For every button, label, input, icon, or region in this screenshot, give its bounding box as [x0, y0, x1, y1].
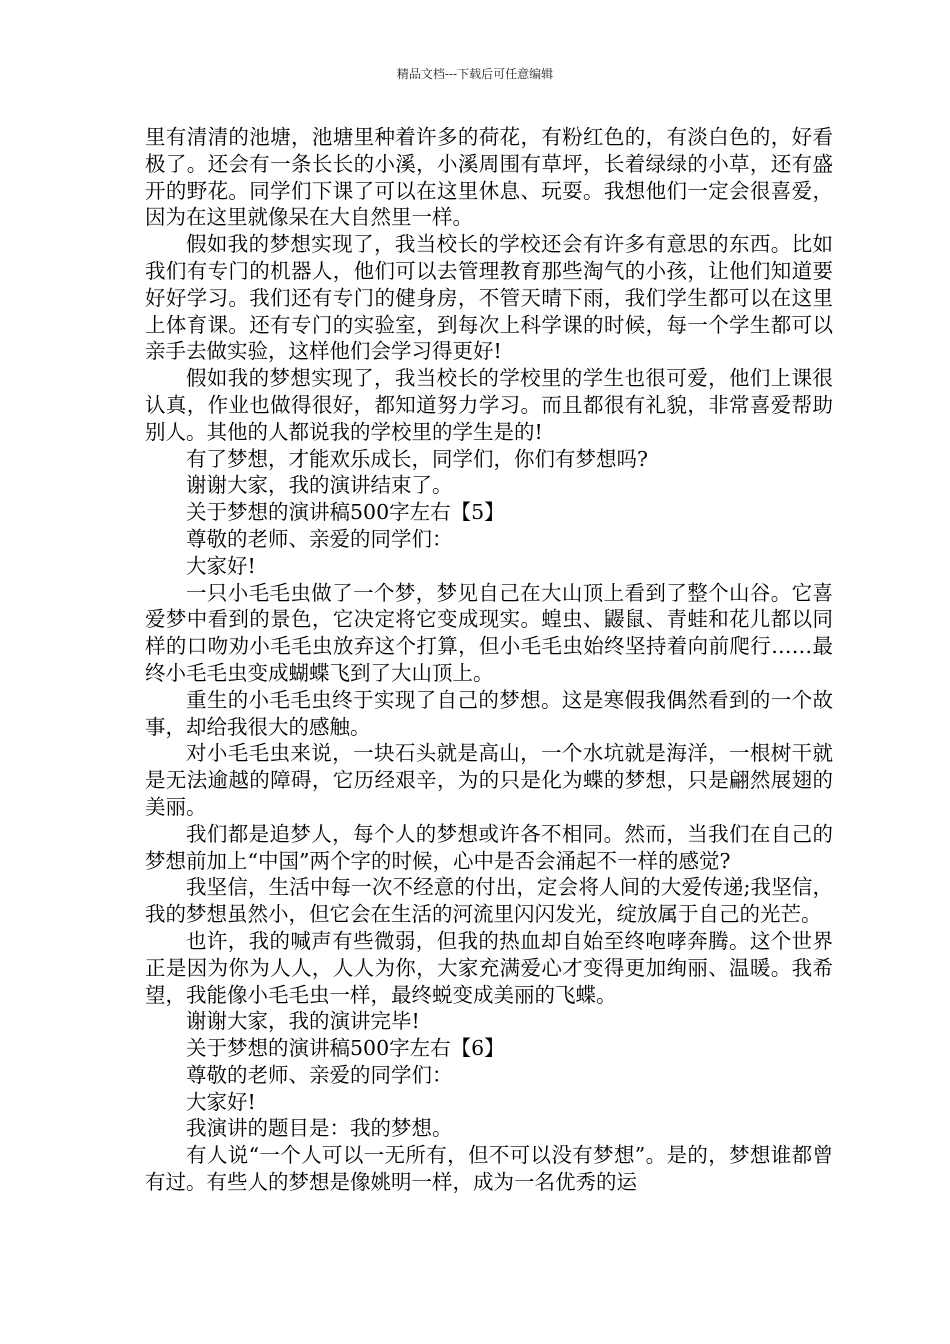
- paragraph: 有人说“一个人可以一无所有，但不可以没有梦想”。是的，梦想谁都曾有过。有些人的梦想是像姚明一样，成为一名优秀的运: [145, 1143, 833, 1195]
- paragraph: 假如我的梦想实现了，我当校长的学校里的学生也很可爱，他们上课很认真，作业也做得很好，都知道努力学习。而且都很有礼貌，非常喜爱帮助别人。其他的人都说我的学校里的学生是的!: [145, 366, 833, 444]
- salutation: 尊敬的老师、亲爱的同学们：: [186, 1062, 453, 1087]
- paragraph: 我坚信，生活中每一次不经意的付出，定会将人间的大爱传递;我坚信，我的梦想虽然小，但它会在生活的河流里闪闪发光，绽放属于自己的光芒。: [145, 875, 833, 927]
- paragraph: 一只小毛毛虫做了一个梦，梦见自己在大山顶上看到了整个山谷。它喜爱梦中看到的景色，它决定将它变成现实。蝗虫、鼹鼠、青蛙和花儿都以同样的口吻劝小毛毛虫放弃这个打算，但小毛毛虫始终坚持着向前爬行……最终小毛毛虫变成蝴蝶飞到了大山顶上。: [145, 580, 833, 685]
- paragraph: 里有清清的池塘，池塘里种着许多的荷花，有粉红色的，有淡白色的，好看极了。还会有一条长长的小溪，小溪周围有草坪，长着绿绿的小草，还有盛开的野花。同学们下课了可以在这里休息、玩耍。我想他们一定会很喜爱，因为在这里就像呆在大自然里一样。: [145, 125, 833, 230]
- paragraph: 重生的小毛毛虫终于实现了自己的梦想。这是寒假我偶然看到的一个故事，却给我很大的感触。: [145, 687, 833, 739]
- page-header: 精品文档---下载后可任意编辑: [396, 67, 554, 81]
- document-body: [145, 124, 833, 1196]
- section-heading: 关于梦想的演讲稿500字左右【6】: [186, 1036, 505, 1061]
- paragraph: 也许，我的喊声有些微弱，但我的热血却自始至终咆哮奔腾。这个世界正是因为你为人人，人人为你，大家充满爱心才变得更加绚丽、温暖。我希望，我能像小毛毛虫一样，最终蜕变成美丽的飞蝶。: [145, 928, 833, 1007]
- paragraph: 有了梦想，才能欢乐成长，同学们，你们有梦想吗?: [186, 446, 648, 471]
- greeting: 大家好!: [186, 553, 256, 578]
- salutation: 尊敬的老师、亲爱的同学们：: [186, 526, 453, 551]
- paragraph: 我演讲的题目是：我的梦想。: [186, 1116, 453, 1141]
- paragraph: 谢谢大家，我的演讲完毕!: [186, 1009, 420, 1034]
- paragraph: 对小毛毛虫来说，一块石头就是高山，一个水坑就是海洋，一根树干就是无法逾越的障碍，它历经艰辛，为的只是化为蝶的梦想，只是翩然展翅的美丽。: [145, 741, 833, 819]
- paragraph: 谢谢大家，我的演讲结束了。: [186, 473, 453, 498]
- paragraph: 我们都是追梦人，每个人的梦想或许各不相同。然而，当我们在自己的梦想前加上“中国”两个字的时候，心中是否会涌起不一样的感觉?: [145, 821, 833, 873]
- section-heading: 关于梦想的演讲稿500字左右【5】: [186, 500, 505, 525]
- paragraph: 假如我的梦想实现了，我当校长的学校还会有许多有意思的东西。比如我们有专门的机器人，他们可以去管理教育那些淘气的小孩，让他们知道要好好学习。我们还有专门的健身房，不管天晴下雨，我们学生都可以在这里上体育课。还有专门的实验室，到每次上科学课的时候，每一个学生都可以亲手去做实验，这样他们会学习得更好!: [145, 232, 833, 364]
- greeting: 大家好!: [186, 1089, 256, 1114]
